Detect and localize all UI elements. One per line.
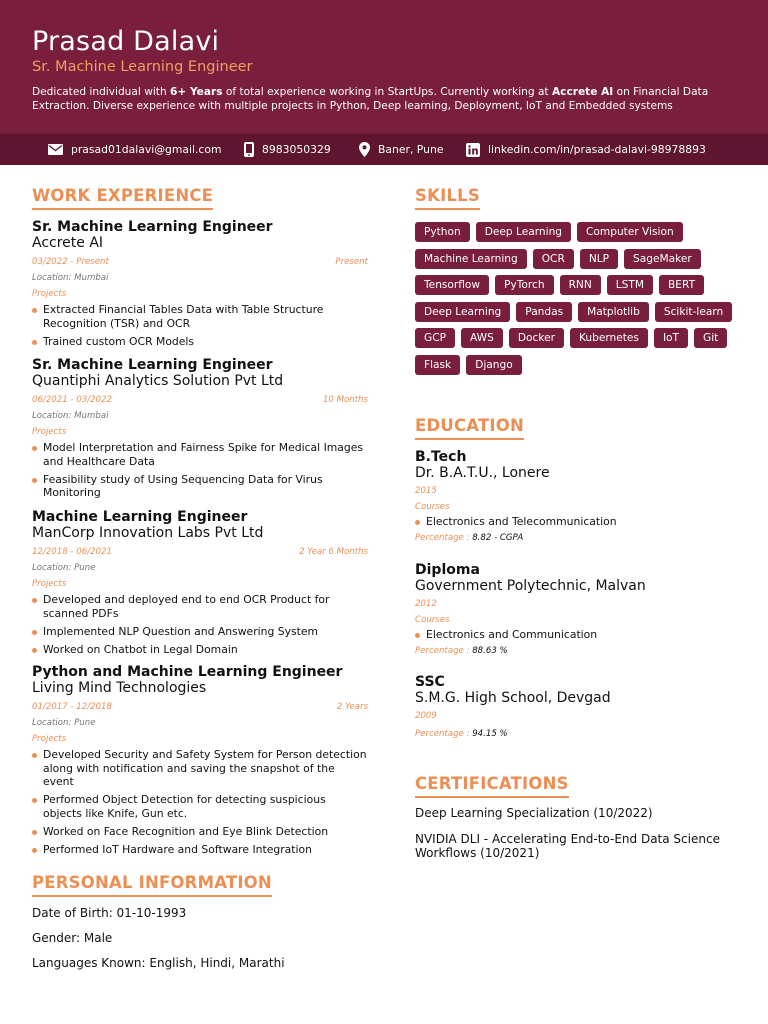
job-location: Location: Pune [32,718,96,728]
phone-icon [244,142,254,157]
list-item: Model Interpretation and Fairness Spike for Medical Images and Healthcare Data [32,441,368,468]
year: 2015 [415,486,437,496]
job-bullets [32,748,368,856]
skill-tag: Deep Learning [415,302,510,322]
skill-tag: Computer Vision [577,222,683,242]
gender: Gender: Male [32,931,113,945]
skill-tag: BERT [659,275,704,295]
job-dates [32,702,368,716]
skills-list [415,222,745,381]
skill-tag: GCP [415,328,455,348]
job-date-range: 06/2021 - 03/2022 [32,395,112,405]
skill-tag: Tensorflow [415,275,489,295]
list-item: Worked on Face Recognition and Eye Blink Detection [32,825,368,839]
skill-tag: PyTorch [495,275,553,295]
list-item: Trained custom OCR Models [32,335,368,349]
list-item: Developed Security and Safety System for Person detection along with notification and saving the snapshot of the event [32,748,368,789]
list-item: Performed Object Detection for detecting suspicious objects like Knife, Gun etc. [32,793,368,820]
job-dates [32,257,368,271]
projects-label: Projects [32,579,67,589]
education-entry [415,674,745,743]
certification-item: NVIDIA DLI - Accelerating End-to-End Data Science Workflows (10/2021) [415,832,720,860]
skill-tag: Docker [509,328,564,348]
skill-tag: Git [694,328,727,348]
job-location: Location: Mumbai [32,273,109,283]
degree: SSC [415,674,445,690]
job-duration: Present [335,257,368,267]
education-entry [415,449,745,547]
person-name: Prasad Dalavi [32,26,220,57]
location-pin-icon [359,142,370,157]
resume-header [0,0,768,134]
education-entry [415,562,745,660]
job-entry [32,357,368,504]
education-title: EDUCATION [415,416,524,440]
job-duration: 2 Year 6 Months [299,547,368,557]
institute: Dr. B.A.T.U., Lonere [415,465,550,481]
projects-label: Projects [32,427,67,437]
date-of-birth: Date of Birth: 01-10-1993 [32,906,187,920]
skill-tag: AWS [461,328,503,348]
certification-item: Deep Learning Specialization (10/2022) [415,806,653,820]
course-list [415,628,745,642]
job-bullets [32,303,368,348]
percentage-label: Percentage : [415,729,473,739]
skill-tag: NLP [580,249,618,269]
phone-text: 8983050329 [262,143,331,156]
job-entry [32,219,368,353]
job-title: Machine Learning Engineer [32,509,248,525]
job-duration: 10 Months [322,395,368,405]
course-list [415,515,745,529]
job-bullets [32,441,368,500]
degree: Diploma [415,562,480,578]
job-bullets [32,593,368,656]
job-date-range: 01/2017 - 12/2018 [32,702,112,712]
contact-location [359,134,443,165]
job-title: Sr. Machine Learning Engineer [32,357,273,373]
job-location: Location: Pune [32,563,96,573]
linkedin-icon [466,143,480,157]
courses-label: Courses [415,615,450,625]
institute: S.M.G. High School, Devgad [415,690,611,706]
percentage [415,729,745,743]
job-company: Accrete AI [32,235,104,251]
work-experience-title: WORK EXPERIENCE [32,186,213,210]
list-item: Developed and deployed end to end OCR Product for scanned PDFs [32,593,368,620]
job-dates [32,547,368,561]
personal-information-title: PERSONAL INFORMATION [32,873,272,897]
percentage-label: Percentage : [415,533,473,543]
year: 2012 [415,599,437,609]
skill-tag: Pandas [516,302,572,322]
contact-bar [0,134,768,165]
job-location: Location: Mumbai [32,411,109,421]
skill-tag: Machine Learning [415,249,527,269]
job-entry [32,664,368,861]
percentage-label: Percentage : [415,646,473,656]
summary-text: Dedicated individual with [32,86,171,98]
list-item: Feasibility study of Using Sequencing Data for Virus Monitoring [32,473,368,500]
job-title: Python and Machine Learning Engineer [32,664,343,680]
courses-label: Courses [415,502,450,512]
skill-tag: SageMaker [624,249,701,269]
location-text: Baner, Pune [378,143,444,156]
job-date-range: 12/2018 - 06/2021 [32,547,112,557]
list-item: Electronics and Communication [415,628,745,642]
list-item: Performed IoT Hardware and Software Integration [32,843,368,857]
skill-tag: Flask [415,355,460,375]
job-company: Quantiphi Analytics Solution Pvt Ltd [32,373,284,389]
summary-years: 6+ Years [170,86,223,98]
job-date-range: 03/2022 - Present [32,257,109,267]
job-duration: 2 Years [336,702,368,712]
skill-tag: Kubernetes [570,328,648,348]
contact-phone[interactable] [244,134,331,165]
job-entry [32,509,368,661]
skill-tag: Scikit-learn [655,302,732,322]
email-icon [48,144,63,155]
job-dates [32,395,368,409]
institute: Government Polytechnic, Malvan [415,578,646,594]
list-item: Electronics and Telecommunication [415,515,745,529]
percentage-value: 88.63 % [472,646,508,656]
summary-text: on Financial Data Extraction. Diverse experience with multiple projects in Python, Deep learning, Deployment, IoT and Embedded systems [32,86,709,112]
skill-tag: IoT [654,328,688,348]
year: 2009 [415,711,437,721]
job-company: Living Mind Technologies [32,680,207,696]
skill-tag: Django [466,355,522,375]
contact-linkedin[interactable] [466,134,706,165]
list-item: Extracted Financial Tables Data with Table Structure Recognition (TSR) and OCR [32,303,368,330]
summary [32,85,732,113]
linkedin-text: linkedin.com/in/prasad-dalavi-98978893 [488,143,706,156]
job-role: Sr. Machine Learning Engineer [32,59,253,75]
contact-email[interactable] [48,134,222,165]
projects-label: Projects [32,289,67,299]
email-text: prasad01dalavi@gmail.com [71,143,222,156]
skill-tag: Deep Learning [476,222,571,242]
skill-tag: OCR [533,249,574,269]
percentage-value: 8.82 - CGPA [472,533,524,543]
percentage [415,533,745,547]
skill-tag: Python [415,222,470,242]
summary-text: of total experience working in StartUps. Currently working at [222,86,552,98]
job-company: ManCorp Innovation Labs Pvt Ltd [32,525,264,541]
list-item: Implemented NLP Question and Answering System [32,625,368,639]
job-title: Sr. Machine Learning Engineer [32,219,273,235]
list-item: Worked on Chatbot in Legal Domain [32,643,368,657]
skill-tag: Matplotlib [578,302,649,322]
projects-label: Projects [32,734,67,744]
percentage-value: 94.15 % [472,729,508,739]
summary-company: Accrete AI [551,86,614,98]
percentage [415,646,745,660]
languages-known: Languages Known: English, Hindi, Marathi [32,956,285,970]
skill-tag: RNN [560,275,601,295]
degree: B.Tech [415,449,467,465]
certifications-title: CERTIFICATIONS [415,774,569,798]
skill-tag: LSTM [607,275,653,295]
skills-title: SKILLS [415,186,480,210]
